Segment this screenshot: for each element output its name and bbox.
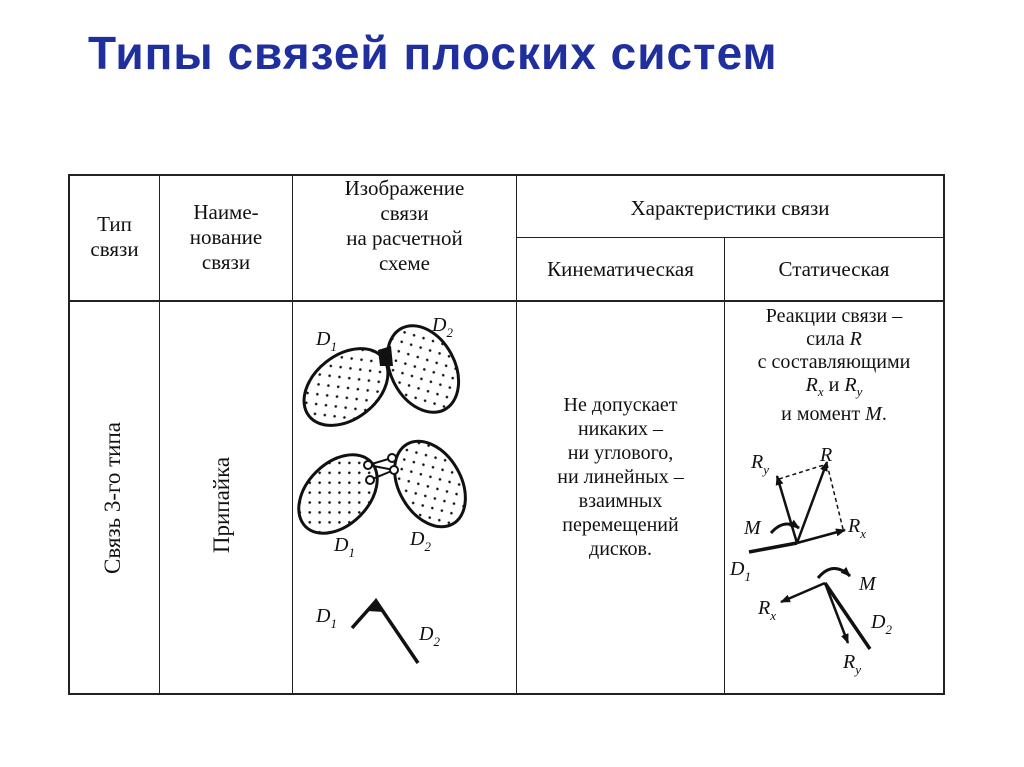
disc-d1-bar	[749, 543, 797, 552]
corner-fillet	[367, 598, 385, 612]
label-d1: $D_1$	[730, 558, 751, 584]
row-name: Припайка	[209, 456, 234, 554]
force-r	[797, 462, 827, 543]
force-parallelogram	[779, 464, 843, 529]
page-title: Типы связей плоских систем	[88, 27, 778, 79]
label-r: R	[820, 444, 833, 466]
header-static: Статическая	[778, 257, 890, 281]
label-ry-2: $R_y$	[843, 651, 861, 677]
solder-joint	[378, 346, 393, 366]
header-characteristics: Характеристики связи	[630, 196, 830, 220]
moment-arc-2	[818, 568, 850, 578]
force-ry	[777, 476, 797, 543]
label-rx: $R_x$	[848, 515, 866, 541]
row-static: Реакции связи – сила R с составляющими $R_x$ и $R_y$ и момент M.	[757, 305, 911, 425]
header-kinematic: Кинематическая	[547, 257, 694, 281]
d1-label: $D_1$	[316, 328, 337, 354]
disc-d2	[380, 429, 480, 540]
corner-bars	[352, 601, 418, 663]
disc-d1	[284, 440, 393, 549]
d2-label: $D_2$	[432, 314, 453, 340]
row-type: Связь 3-го типа	[100, 422, 125, 574]
disc-d2	[373, 313, 473, 424]
label-d2: $D_2$	[871, 611, 892, 637]
header-type: Тип связи	[90, 212, 139, 261]
force-rx-2	[781, 583, 825, 602]
label-rx-2: $R_x$	[758, 597, 776, 623]
label-m-2: M	[859, 573, 876, 595]
soldered-discs-diagram	[289, 313, 473, 441]
label-m-1: M	[744, 517, 761, 539]
row-kinematic: Не допускает никаких – ни углового, ни линейных – взаимных перемещений дисков.	[557, 394, 684, 560]
rigid-corner-diagram	[315, 598, 440, 663]
d1-label: $D_1$	[316, 605, 337, 631]
d2-label: $D_2$	[419, 623, 440, 649]
static-reactions-diagram	[729, 444, 892, 677]
force-rx	[797, 530, 845, 543]
label-ry: $R_y$	[751, 451, 769, 477]
hinged-bars-diagram	[284, 429, 480, 560]
d2-label: $D_2$	[410, 528, 431, 554]
header-image: Изображение связи на расчетной схеме	[344, 176, 465, 275]
header-name: Наиме- нование связи	[189, 200, 263, 274]
d1-label: $D_1$	[334, 534, 355, 560]
